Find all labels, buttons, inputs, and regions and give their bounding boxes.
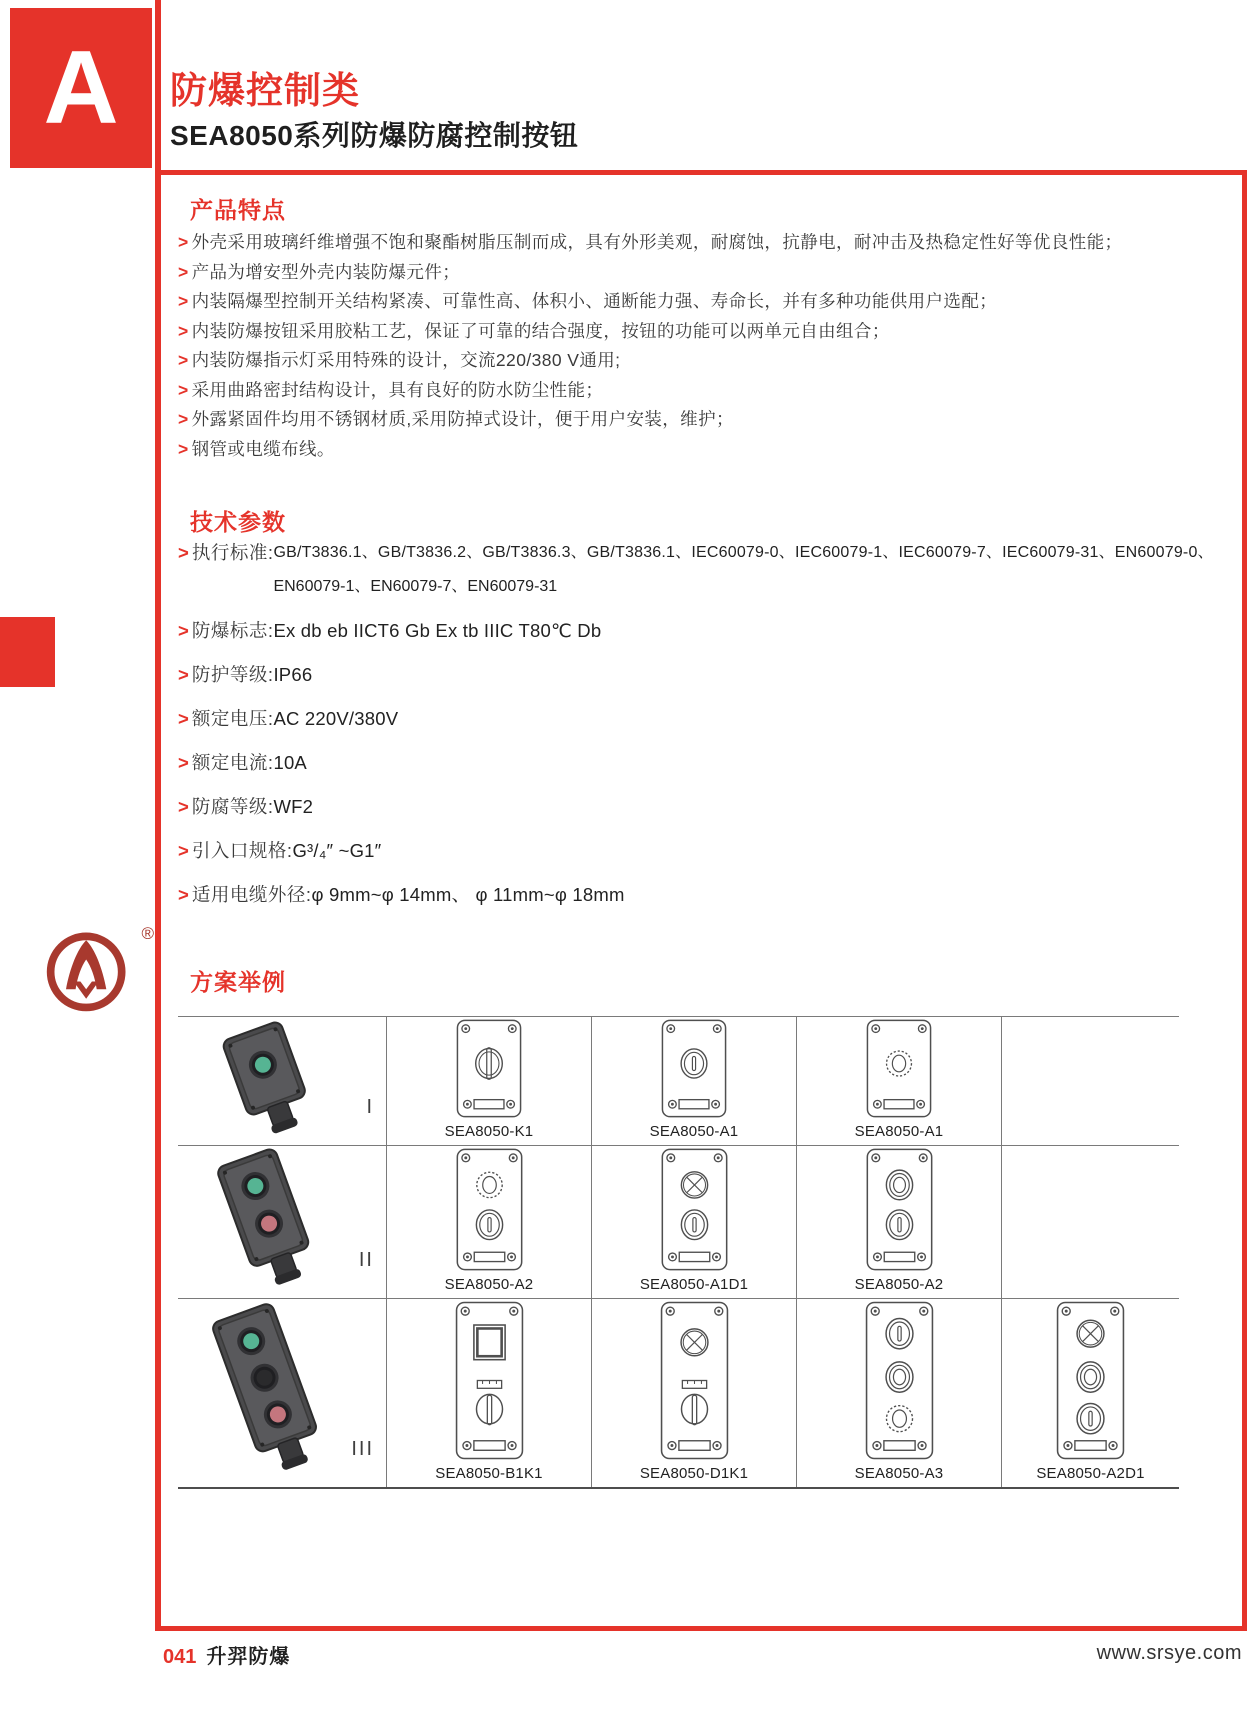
- product-photo-1-button: [192, 1020, 342, 1142]
- bullet-arrow-icon: >: [178, 438, 189, 459]
- section-letter: A: [43, 30, 119, 146]
- model-label: SEA8050-B1K1: [435, 1465, 543, 1482]
- table-row: [178, 1017, 1179, 1146]
- spec-label: 引入口规格:: [191, 840, 293, 861]
- scheme-cell: [796, 1017, 1001, 1145]
- push-button-icon: [681, 1210, 707, 1240]
- selector-switch-icon: [476, 1048, 503, 1080]
- feature-item: [178, 291, 1228, 311]
- panel-diagram-lampx-selector: [657, 1299, 732, 1462]
- feature-text: 内装隔爆型控制开关结构紧凑、可靠性高、体积小、通断能力强、寿命长，并有多种功能供用户选配；: [191, 291, 998, 311]
- lamp-cross-icon: [681, 1329, 708, 1356]
- product-photo-cell: [178, 1146, 386, 1298]
- scheme-cell: [386, 1146, 591, 1298]
- push-button-icon: [886, 1319, 913, 1349]
- spec-row: [178, 796, 1240, 818]
- spec-value: Ex db eb IICT6 Gb Ex tb IIIC T80℃ Db: [273, 620, 602, 641]
- indicator-lamp-icon: [476, 1172, 501, 1197]
- scheme-table: [178, 1016, 1179, 1489]
- product-photo-cell: [178, 1299, 386, 1487]
- bullet-arrow-icon: >: [178, 796, 189, 817]
- bullet-arrow-icon: >: [178, 261, 189, 282]
- table-row: [178, 1146, 1179, 1299]
- scheme-cell: [386, 1017, 591, 1145]
- spec-row: [178, 620, 1240, 642]
- scheme-cell: [386, 1299, 591, 1487]
- features-heading: 产品特点: [190, 197, 286, 223]
- model-label: SEA8050-A3: [854, 1465, 944, 1482]
- model-label: SEA8050-D1K1: [639, 1465, 749, 1482]
- panel-diagram-lamp-button: [453, 1146, 526, 1273]
- scheme-cell: [591, 1299, 796, 1487]
- bullet-arrow-icon: >: [178, 232, 189, 252]
- spec-value: IP66: [273, 664, 313, 685]
- model-label: SEA8050-A1D1: [639, 1276, 749, 1293]
- category-title: 防爆控制类: [170, 70, 360, 111]
- ring-button-icon: [1077, 1362, 1104, 1392]
- bullet-arrow-icon: >: [178, 840, 189, 861]
- specs-heading: 技术参数: [190, 509, 286, 535]
- spec-value-line2: EN60079-1、EN60079-7、EN60079-31: [273, 578, 558, 595]
- feature-item: [178, 409, 1228, 429]
- feature-text: 内装防爆指示灯采用特殊的设计，交流220/380 V通用;: [191, 350, 621, 370]
- page-edge-tab: [0, 617, 55, 687]
- frame-border-right: [1242, 170, 1247, 1630]
- push-button-icon: [681, 1049, 707, 1078]
- feature-text: 钢管或电缆布线。: [191, 438, 335, 459]
- feature-text: 外壳采用玻璃纤维增强不饱和聚酯树脂压制而成，具有外形美观，耐腐蚀，抗静电，耐冲击及热稳定性好等优良性能；: [191, 232, 1123, 252]
- spec-value: GB/T3836.1、GB/T3836.2、GB/T3836.3、GB/T3836.1、IEC60079-0、IEC60079-1、IEC60079-7、IEC60079-31、EN60079-0、: [273, 544, 1214, 561]
- product-photo-cell: [178, 1017, 386, 1145]
- panel-diagram-lamp-ring-button: [1053, 1299, 1128, 1462]
- footer-left: [163, 1640, 290, 1669]
- row-numeral: I: [366, 1096, 374, 1118]
- scheme-cell: [1001, 1299, 1179, 1487]
- spec-label: 防爆标志:: [191, 620, 274, 641]
- registered-mark: ®: [141, 924, 154, 943]
- spec-row: [178, 840, 1240, 862]
- scheme-cell: [591, 1017, 796, 1145]
- spec-value: WF2: [273, 796, 314, 817]
- scheme-heading: 方案举例: [190, 969, 286, 995]
- spec-label: 额定电流:: [191, 752, 274, 773]
- brand-name: 升羿防爆: [206, 1646, 291, 1668]
- frame-border-top: [161, 170, 1247, 175]
- spec-label: 额定电压:: [191, 708, 274, 729]
- ring-button-icon: [886, 1170, 912, 1200]
- push-button-icon: [1077, 1403, 1104, 1433]
- model-label: SEA8050-A2: [444, 1276, 534, 1293]
- bullet-arrow-icon: >: [178, 664, 189, 685]
- table-row: [178, 1299, 1179, 1489]
- spec-label: 执行标准:: [191, 542, 274, 563]
- bullet-arrow-icon: >: [178, 409, 189, 429]
- lamp-cross-icon: [681, 1172, 707, 1198]
- feature-item: [178, 232, 1228, 252]
- indicator-lamp-icon: [886, 1406, 912, 1432]
- specs-list: [178, 542, 1240, 928]
- product-photo-2-button: [192, 1148, 342, 1296]
- row-numeral: II: [358, 1249, 374, 1271]
- feature-item: [178, 439, 1228, 459]
- bullet-arrow-icon: >: [178, 379, 189, 400]
- feature-item: [178, 350, 1228, 370]
- bullet-arrow-icon: >: [178, 884, 189, 905]
- features-list: [178, 232, 1228, 468]
- selector-switch-icon: [681, 1381, 707, 1425]
- selector-switch-icon: [476, 1381, 502, 1425]
- brand-logo: [42, 922, 154, 1022]
- spec-label: 防护等级:: [191, 664, 274, 685]
- bullet-arrow-icon: >: [178, 350, 189, 370]
- spec-row: [178, 542, 1240, 598]
- lamp-cross-icon: [1077, 1320, 1104, 1347]
- feature-text: 内装防爆按钮采用胶粘工艺，保证了可靠的结合强度，按钮的功能可以两单元自由组合；: [191, 320, 890, 341]
- spec-value: AC 220V/380V: [273, 708, 399, 729]
- panel-diagram-button: [656, 1017, 732, 1120]
- website-url: www.srsye.com: [1096, 1642, 1242, 1664]
- product-title: SEA8050系列防爆防腐控制按钮: [170, 120, 579, 151]
- model-label: SEA8050-A1: [854, 1123, 944, 1140]
- frame-border-left: [155, 0, 161, 1630]
- panel-diagram-lamp: [861, 1017, 937, 1120]
- bullet-arrow-icon: >: [178, 320, 189, 341]
- page-number: 041: [163, 1646, 197, 1668]
- spec-row: [178, 884, 1240, 906]
- bullet-arrow-icon: >: [178, 708, 189, 729]
- spec-row: [178, 664, 1240, 686]
- square-window-icon: [473, 1325, 504, 1360]
- model-label: SEA8050-A2D1: [1036, 1465, 1145, 1482]
- indicator-lamp-icon: [887, 1051, 912, 1076]
- spec-label: 防腐等级:: [191, 796, 274, 817]
- spec-label: 适用电缆外径:: [191, 884, 312, 905]
- bullet-arrow-icon: >: [178, 291, 189, 311]
- scheme-cell-empty: [1001, 1146, 1179, 1298]
- panel-diagram-window-selector: [452, 1299, 527, 1462]
- model-label: SEA8050-K1: [444, 1123, 534, 1140]
- panel-diagram-three-buttons: [862, 1299, 937, 1462]
- panel-diagram-selector: [451, 1017, 527, 1120]
- feature-item: [178, 262, 1228, 282]
- frame-border-bottom: [155, 1626, 1247, 1631]
- scheme-cell: [796, 1299, 1001, 1487]
- section-letter-badge: [10, 8, 152, 168]
- row-numeral: III: [351, 1438, 374, 1460]
- scheme-cell: [796, 1146, 1001, 1298]
- product-photo-3-button: [192, 1302, 347, 1484]
- feature-text: 外露紧固件均用不锈钢材质,采用防掉式设计，便于用户安装，维护；: [191, 409, 734, 429]
- feature-item: [178, 321, 1228, 341]
- bullet-arrow-icon: >: [178, 752, 189, 773]
- bullet-arrow-icon: >: [178, 542, 189, 563]
- model-label: SEA8050-A2: [854, 1276, 944, 1293]
- model-label: SEA8050-A1: [649, 1123, 739, 1140]
- scheme-cell-empty: [1001, 1017, 1179, 1145]
- spec-value: G³/₄″ ~G1″: [292, 840, 382, 861]
- spec-value: φ 9mm~φ 14mm、 φ 11mm~φ 18mm: [311, 884, 625, 905]
- panel-diagram-ring-button: [863, 1146, 936, 1273]
- spec-value: 10A: [273, 752, 307, 773]
- panel-diagram-lampx-button: [658, 1146, 731, 1273]
- scheme-cell: [591, 1146, 796, 1298]
- ring-button-icon: [886, 1362, 913, 1392]
- feature-text: 采用曲路密封结构设计，具有良好的防水防尘性能；: [191, 379, 604, 400]
- spec-row: [178, 752, 1240, 774]
- feature-item: [178, 380, 1228, 400]
- feature-text: 产品为增安型外壳内装防爆元件；: [191, 261, 461, 282]
- push-button-icon: [886, 1210, 912, 1240]
- spec-row: [178, 708, 1240, 730]
- brand-logo-icon: [42, 922, 138, 1018]
- push-button-icon: [476, 1210, 502, 1240]
- bullet-arrow-icon: >: [178, 620, 189, 641]
